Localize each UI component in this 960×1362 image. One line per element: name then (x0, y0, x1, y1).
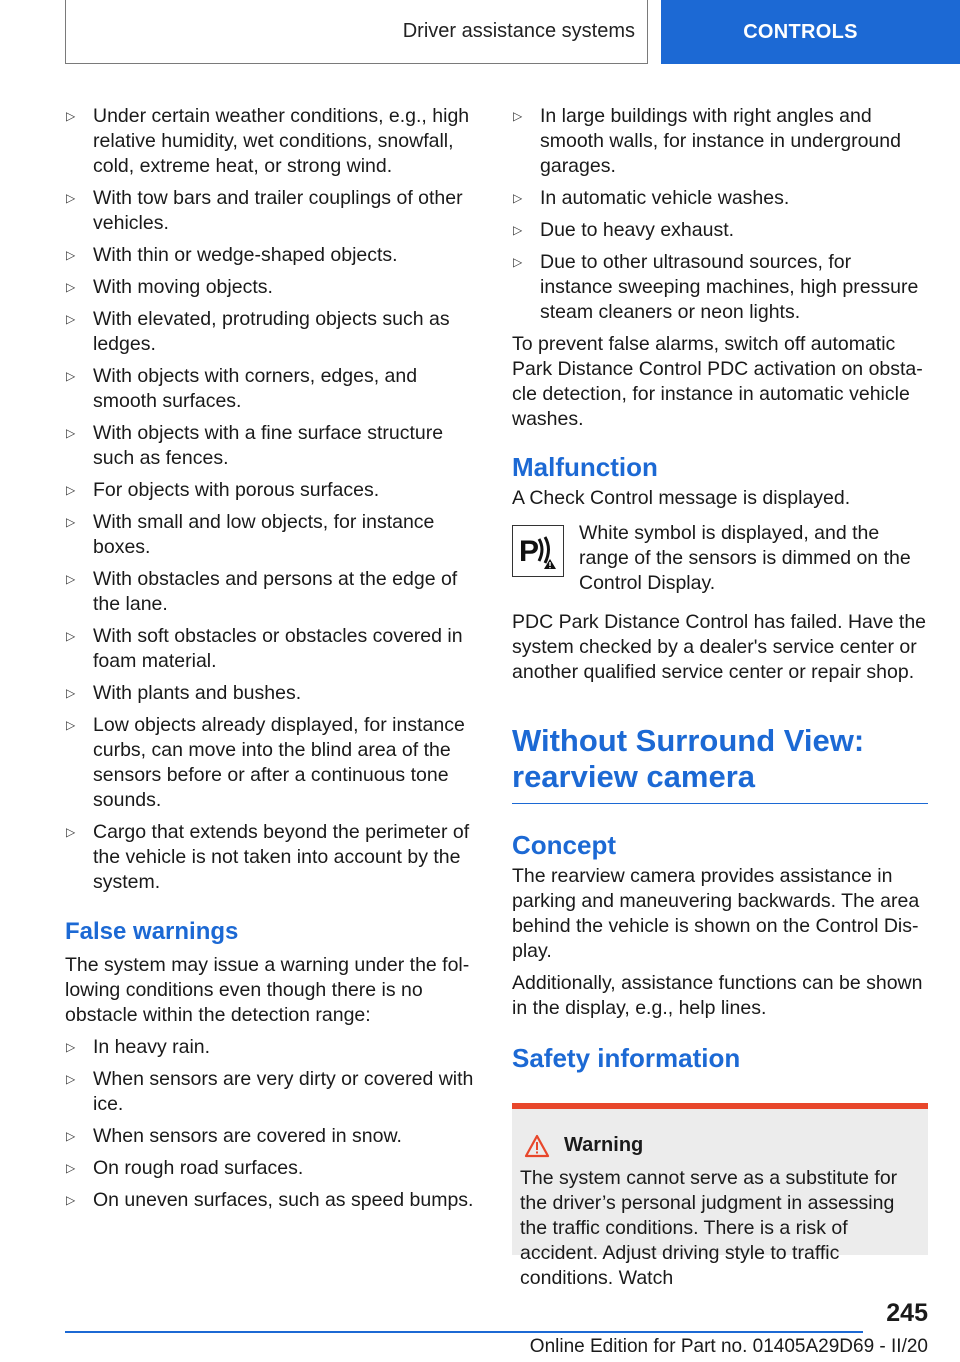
malfunction-text: A Check Control message is displayed. (512, 487, 851, 509)
bullet-triangle-icon: ▷ (66, 825, 76, 839)
list-item (65, 186, 475, 236)
list-item-text: When sensors are very dirty or covered with ice. (93, 1068, 474, 1115)
list-item-text: With soft obstacles or obstacles covered in foam material. (93, 625, 463, 672)
bullet-triangle-icon: ▷ (66, 1072, 76, 1086)
warning-triangle-icon (524, 1134, 550, 1158)
bullet-triangle-icon: ▷ (513, 223, 523, 237)
list-item (512, 104, 928, 179)
list-item (65, 510, 475, 560)
bullet-triangle-icon: ▷ (66, 629, 76, 643)
bullet-triangle-icon: ▷ (66, 191, 76, 205)
bullet-triangle-icon: ▷ (513, 255, 523, 269)
list-item (512, 250, 928, 325)
bullet-triangle-icon: ▷ (66, 109, 76, 123)
bullet-triangle-icon: ▷ (66, 426, 76, 440)
list-item-text: Due to heavy exhaust. (540, 219, 735, 241)
list-item-text: With thin or wedge-shaped objects. (93, 244, 398, 266)
list-item (65, 820, 475, 895)
list-item-text: With moving objects. (93, 276, 273, 298)
list-item-text: With objects with corners, edges, and smooth surfaces. (93, 365, 418, 412)
list-item (65, 1188, 475, 1213)
list-item-text: On uneven surfaces, such as speed bumps. (93, 1189, 474, 1211)
list-item-text: With obstacles and persons at the edge of the lane. (93, 568, 458, 615)
concept-text-2: Additionally, assistance functions can be shown in the display, e.g., help lines. (512, 972, 923, 1019)
svg-text:P: P (519, 535, 540, 568)
list-item (65, 1124, 475, 1149)
bullet-triangle-icon: ▷ (66, 312, 76, 326)
list-item (65, 275, 475, 300)
bullet-triangle-icon: ▷ (66, 483, 76, 497)
bullet-triangle-icon: ▷ (66, 686, 76, 700)
list-item-text: In large buildings with right angles and smooth walls, for instance in underground garages. (540, 105, 901, 177)
list-item (512, 218, 928, 243)
list-item (65, 681, 475, 706)
footer-divider (65, 1331, 863, 1333)
bullet-triangle-icon: ▷ (66, 280, 76, 294)
list-item (65, 478, 475, 503)
page-number: 245 (886, 1299, 928, 1327)
list-item-text: With small and low objects, for instance boxes. (93, 511, 435, 558)
prevent-false-alarms-text: To prevent false alarms, switch off automatic Park Distance Control PDC activation on obstacle detection, for instance in automatic vehicle washes. (512, 333, 923, 430)
false-warnings-list (65, 1035, 475, 1213)
false-warnings-intro: The system may issue a warning under the following conditions even though there is no obstacle within the detection range: (65, 954, 470, 1026)
list-item-text: With plants and bushes. (93, 682, 302, 704)
list-item-text: For objects with porous surfaces. (93, 479, 380, 501)
list-item (65, 624, 475, 674)
list-item-text: Under certain weather conditions, e.g., high relative humidity, wet conditions, snowfall, cold, extreme heat, or strong wind. (93, 105, 470, 177)
bullet-triangle-icon: ▷ (66, 369, 76, 383)
list-item-text: With elevated, protruding objects such as ledges. (93, 308, 450, 355)
warning-text: The system cannot serve as a substitute for the driver’s personal judgment in assessing the traffic conditions. There is a risk of accident. Adjust driving style to traffic conditions. Watch (520, 1167, 898, 1289)
list-item-text: On rough road surfaces. (93, 1157, 304, 1179)
list-item (65, 1156, 475, 1181)
bullet-triangle-icon: ▷ (66, 1129, 76, 1143)
list-item-text: With objects with a fine surface structure such as fences. (93, 422, 444, 469)
bullet-triangle-icon: ▷ (66, 515, 76, 529)
footer-edition: Online Edition for Part no. 01405A29D69 - II/20 (529, 1336, 928, 1357)
warning-box (512, 1103, 928, 1289)
list-item-text: With tow bars and trailer couplings of other vehicles. (93, 187, 463, 234)
list-item (65, 713, 475, 813)
left-column (65, 104, 475, 1220)
header-section (65, 0, 648, 64)
list-item (65, 307, 475, 357)
warning-title: Warning (564, 1134, 644, 1156)
section-heading-rearview-camera: Without Surround View: rearview camera (512, 723, 928, 804)
bullet-triangle-icon: ▷ (66, 1040, 76, 1054)
list-item (65, 1035, 475, 1060)
list-item-text: When sensors are covered in snow. (93, 1125, 402, 1147)
malfunction-heading: Malfunction (512, 452, 658, 482)
bullet-triangle-icon: ▷ (66, 572, 76, 586)
list-item-text: In automatic vehicle washes. (540, 187, 790, 209)
concept-heading: Concept (512, 830, 616, 860)
false-warnings-heading: False warnings (65, 918, 239, 945)
chapter-tab[interactable] (661, 0, 960, 64)
list-item (512, 186, 928, 211)
list-item-text: Cargo that extends beyond the perimeter of the vehicle is not taken into account by the system. (93, 821, 470, 893)
bullet-triangle-icon: ▷ (513, 191, 523, 205)
chapter-title: CONTROLS (743, 20, 858, 43)
list-item (65, 364, 475, 414)
symbol-description: White symbol is displayed, and the range of the sensors is dimmed on the Control Display. (579, 522, 911, 594)
warning-title-row (524, 1133, 920, 1158)
bullet-triangle-icon: ▷ (66, 248, 76, 262)
section-title: Driver assistance systems (402, 20, 635, 42)
list-item-text: Due to other ultrasound sources, for instance sweeping machines, high pressure steam cleaners or neon lights. (540, 251, 919, 323)
bullet-triangle-icon: ▷ (66, 1193, 76, 1207)
safety-information-heading: Safety information (512, 1043, 741, 1073)
list-item-text: Low objects already displayed, for instance curbs, can move into the blind area of the sensors before or after a continuous tone sounds. (93, 714, 465, 811)
list-item (65, 1067, 475, 1117)
bullet-triangle-icon: ▷ (66, 718, 76, 732)
list-item (65, 104, 475, 179)
symbol-row (512, 521, 928, 596)
conditions-list (65, 104, 475, 895)
false-warnings-list-continued (512, 104, 928, 325)
pdc-failed-text: PDC Park Distance Control has failed. Have the system checked by a dealer's service center or another qualified service center or repair shop. (512, 611, 927, 683)
concept-text-1: The rearview camera provides assistance in parking and maneuvering backwards. The area behind the vehicle is shown on the Control Display. (512, 865, 920, 962)
right-column (512, 104, 928, 1289)
list-item (65, 421, 475, 471)
bullet-triangle-icon: ▷ (66, 1161, 76, 1175)
list-item-text: In heavy rain. (93, 1036, 211, 1058)
list-item (65, 567, 475, 617)
pdc-symbol-icon (512, 525, 564, 577)
bullet-triangle-icon: ▷ (513, 109, 523, 123)
list-item (65, 243, 475, 268)
